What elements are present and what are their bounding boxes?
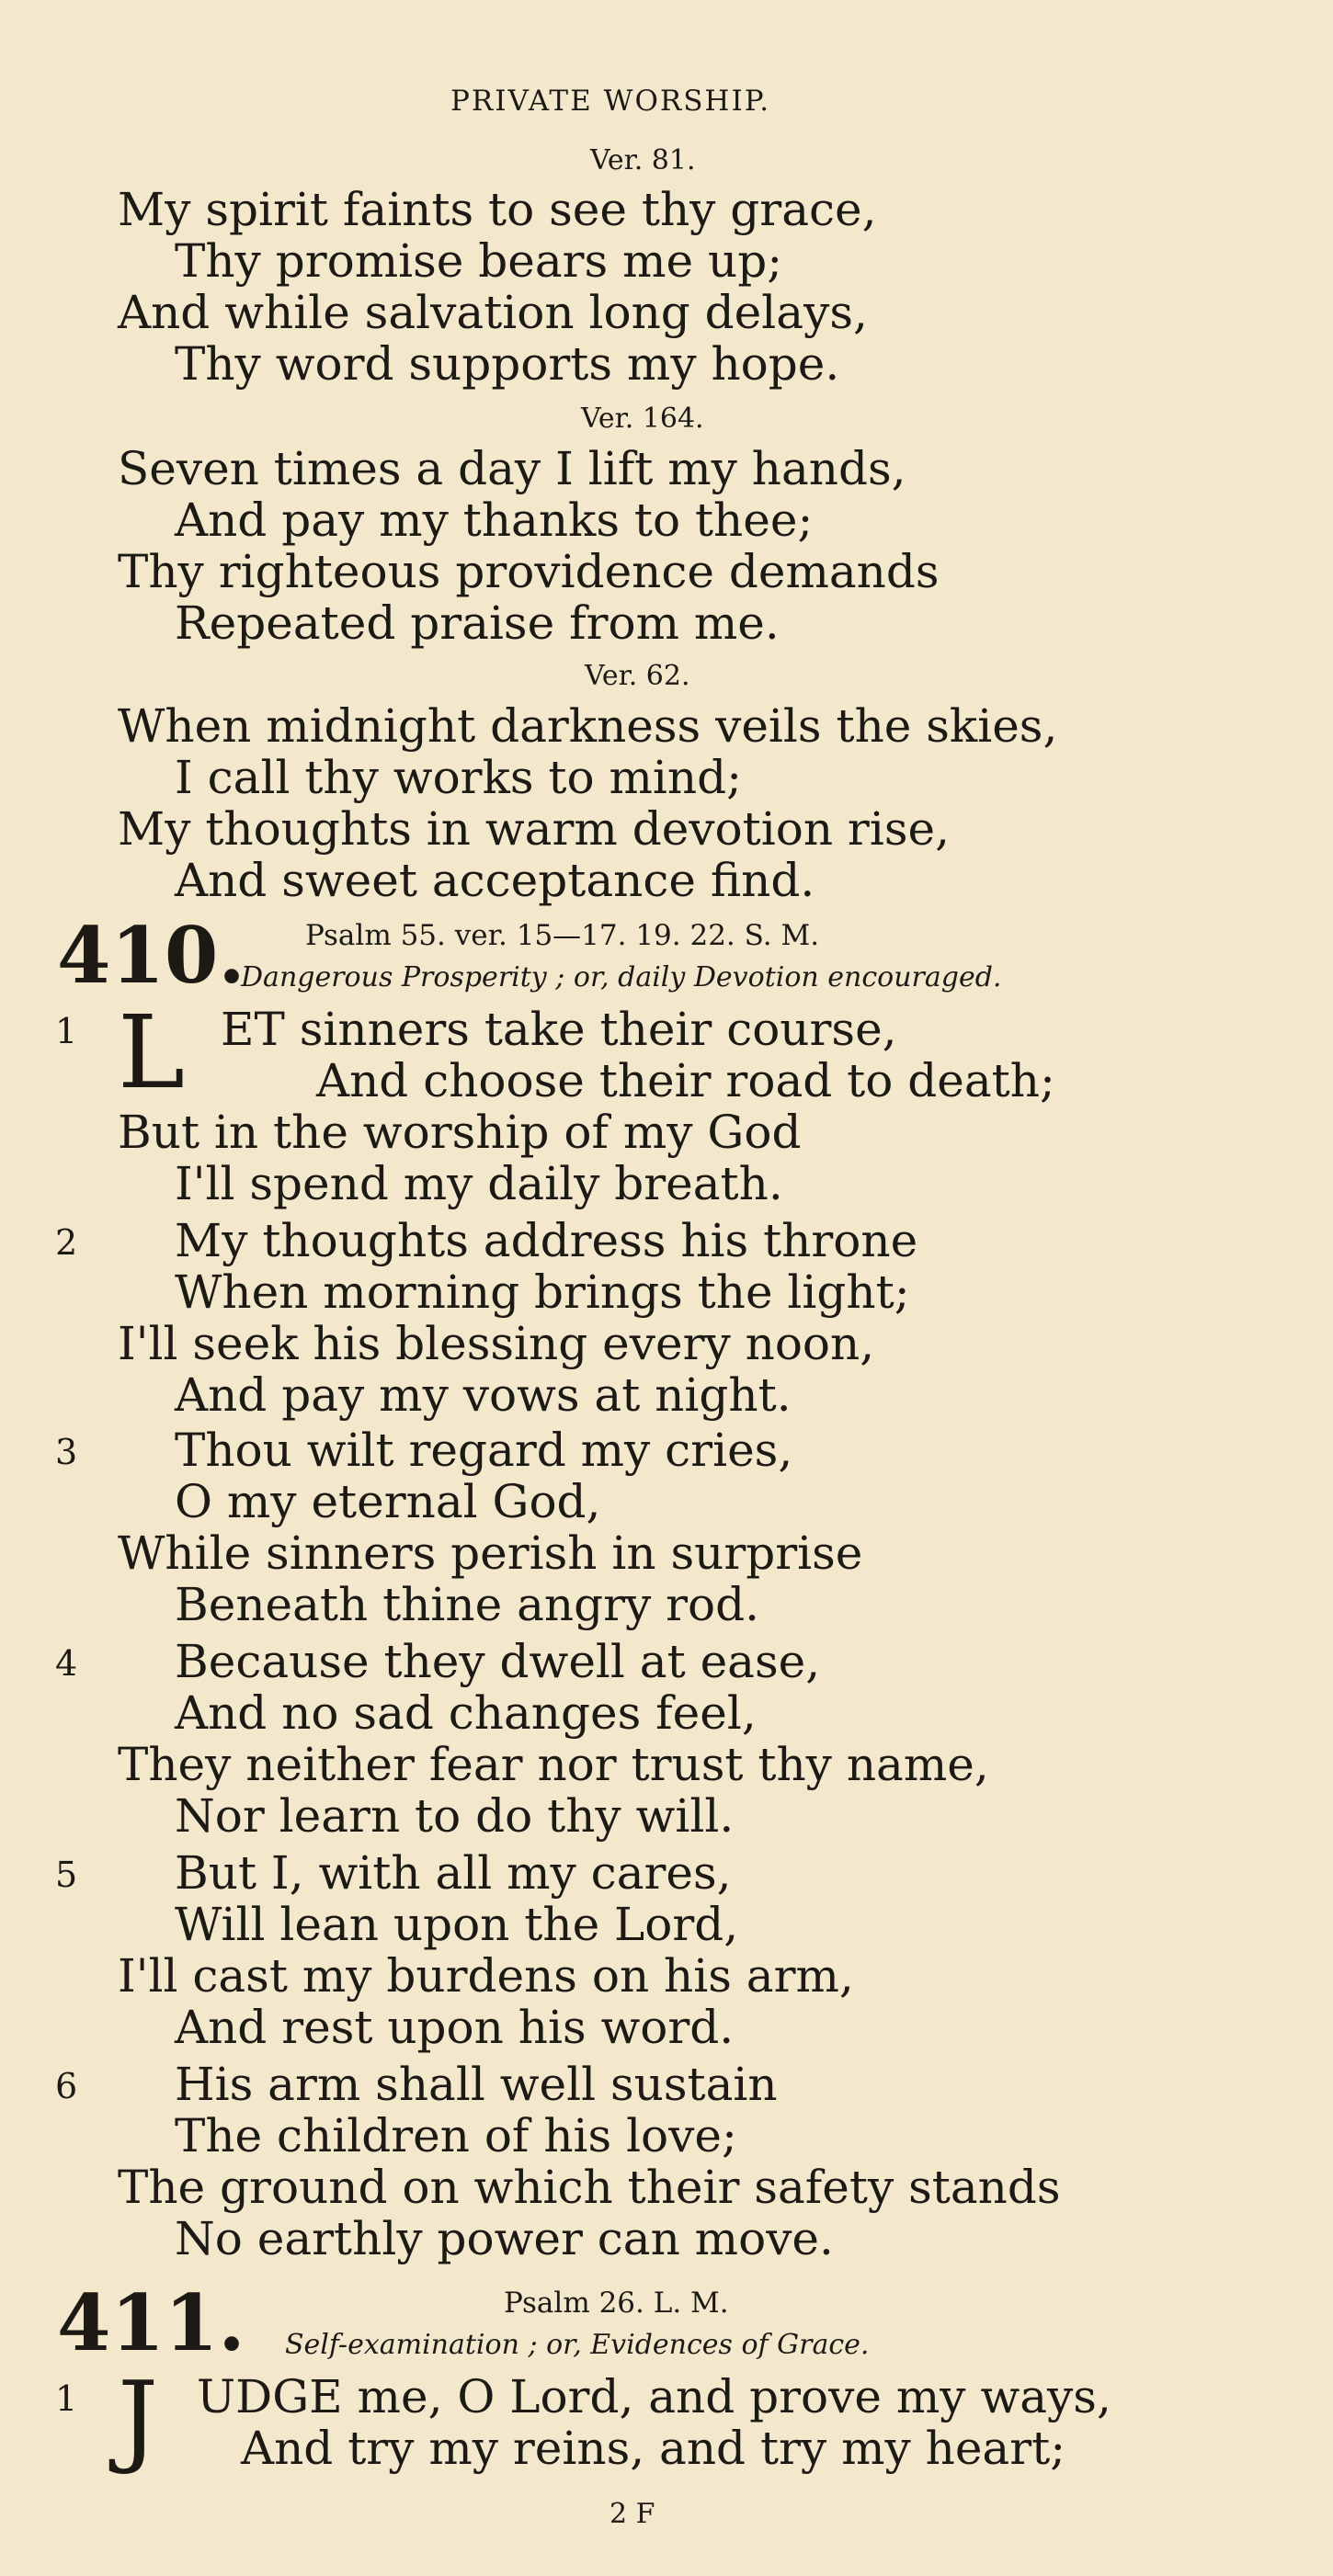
drop-cap: L (118, 993, 186, 1111)
verse-line: ET sinners take their course, (221, 1003, 897, 1056)
verse-line: Because they dwell at ease, (175, 1635, 821, 1688)
stanza-number: 6 (55, 2066, 78, 2106)
verse-line: And sweet acceptance find. (175, 854, 815, 907)
drop-cap: J (118, 2359, 159, 2477)
verse-line: When morning brings the light; (175, 1265, 910, 1319)
verse-reference: Ver. 164. (581, 403, 704, 435)
verse-line: The children of his love; (175, 2109, 737, 2162)
verse-line: Will lean upon the Lord, (175, 1898, 739, 1951)
verse-reference: Ver. 62. (585, 660, 690, 692)
verse-line: O my eternal God, (175, 1475, 601, 1528)
verse-line: No earthly power can move. (175, 2212, 834, 2265)
signature-mark: 2 F (610, 2498, 655, 2530)
verse-line: But in the worship of my God (118, 1106, 802, 1159)
stanza-number: 5 (55, 1855, 78, 1895)
verse-line: And pay my vows at night. (175, 1368, 792, 1422)
verse-line: Repeated praise from me. (175, 596, 780, 650)
verse-line: Seven times a day I lift my hands, (118, 442, 906, 495)
verse-line: But I, with all my cares, (175, 1846, 732, 1900)
verse-line: I'll spend my daily breath. (175, 1157, 783, 1210)
verse-line: My spirit faints to see thy grace, (118, 183, 877, 236)
verse-line: Thy promise bears me up; (175, 234, 783, 288)
verse-line: Thy righteous providence demands (118, 545, 940, 598)
verse-line: My thoughts in warm devotion rise, (118, 802, 950, 856)
verse-line: Beneath thine angry rod. (175, 1578, 760, 1631)
verse-line: His arm shall well sustain (175, 2058, 778, 2111)
hymn-subtitle: Self-examination ; or, Evidences of Grace. (285, 2329, 870, 2361)
verse-line: UDGE me, O Lord, and prove my ways, (197, 2370, 1111, 2423)
verse-line: And no sad changes feel, (175, 1686, 757, 1740)
verse-line: Thy word supports my hope. (175, 337, 840, 391)
verse-reference: Ver. 81. (590, 144, 696, 176)
hymn-number: 411. (57, 2277, 245, 2368)
running-header: PRIVATE WORSHIP. (450, 85, 771, 118)
verse-line: When midnight darkness veils the skies, (118, 699, 1058, 753)
verse-line: The ground on which their safety stands (118, 2161, 1061, 2214)
verse-line: I'll cast my burdens on his arm, (118, 1949, 854, 2003)
hymn-meta: Psalm 26. L. M. (504, 2287, 729, 2320)
stanza-number: 1 (55, 2378, 78, 2419)
stanza-number: 3 (55, 1432, 78, 1472)
verse-line: While sinners perish in surprise (118, 1526, 863, 1580)
verse-line: And rest upon his word. (175, 2001, 735, 2054)
stanza-number: 4 (55, 1643, 78, 1684)
verse-line: They neither fear nor trust thy name, (118, 1738, 989, 1791)
verse-line: Thou wilt regard my cries, (175, 1424, 793, 1477)
hymn-subtitle: Dangerous Prosperity ; or, daily Devotion encouraged. (241, 961, 1002, 993)
hymn-number: 410. (57, 910, 245, 1001)
verse-line: And try my reins, and try my heart; (241, 2422, 1066, 2475)
verse-line: I call thy works to mind; (175, 751, 742, 804)
verse-line: And choose their road to death; (316, 1054, 1055, 1107)
stanza-number: 1 (55, 1011, 78, 1051)
verse-line: Nor learn to do thy will. (175, 1789, 735, 1843)
verse-line: And pay my thanks to thee; (175, 494, 814, 547)
verse-line: And while salvation long delays, (118, 286, 868, 339)
stanza-number: 2 (55, 1222, 78, 1263)
verse-line: My thoughts address his throne (175, 1214, 918, 1267)
verse-line: I'll seek his blessing every noon, (118, 1317, 875, 1370)
hymn-meta: Psalm 55. ver. 15—17. 19. 22. S. M. (305, 919, 820, 952)
